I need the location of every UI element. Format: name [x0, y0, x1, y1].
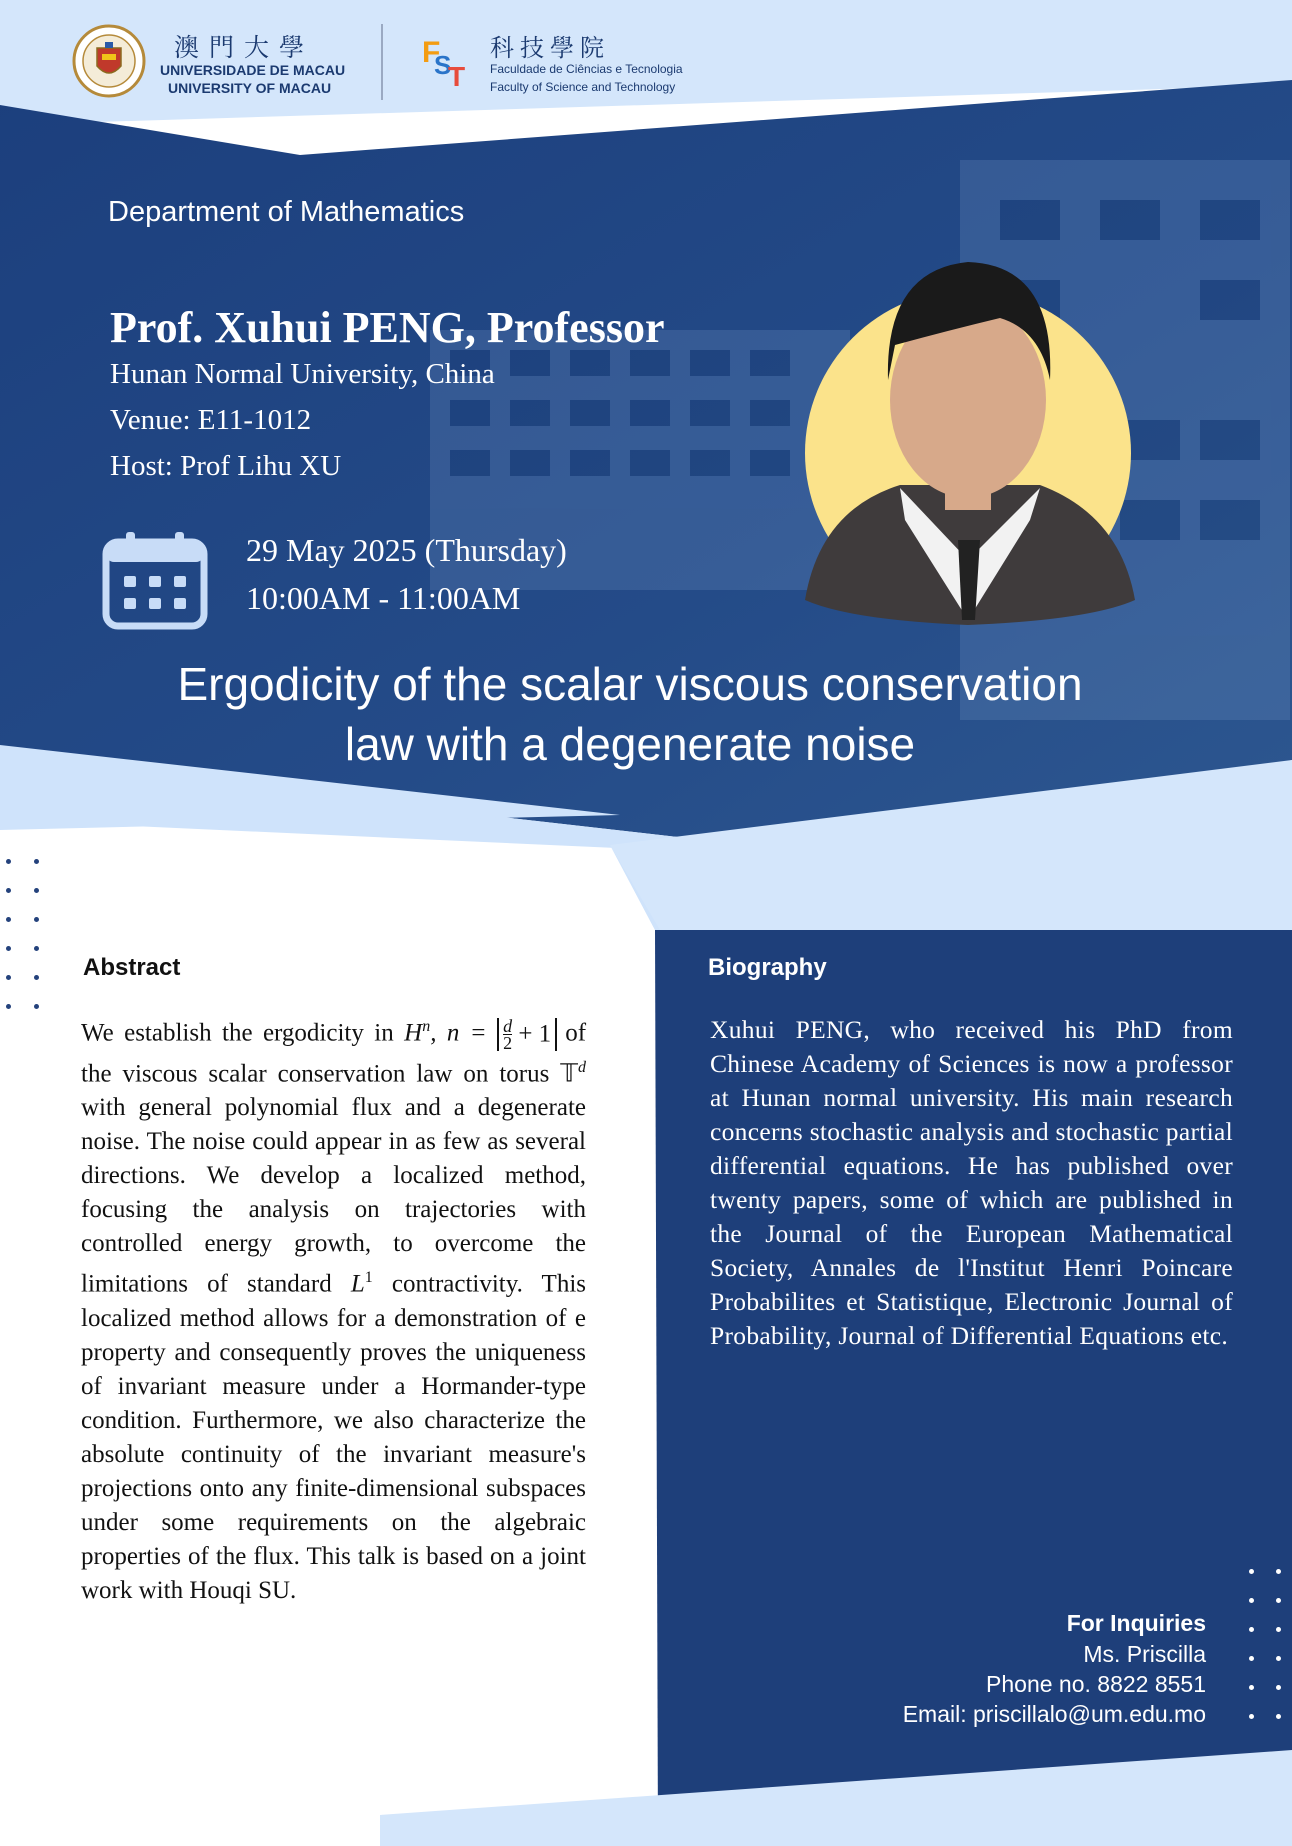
- university-crest-icon: [72, 24, 146, 98]
- fst-logo-icon: [420, 32, 476, 96]
- math-torus-exponent: d: [578, 1059, 586, 1077]
- math-L-exponent: 1: [364, 1269, 373, 1287]
- um-english-name: UNIVERSITY OF MACAU: [168, 80, 332, 96]
- abstract-text-part: of the viscous scalar conservation law on torus: [81, 1019, 587, 1088]
- decorative-dots-left: [0, 855, 45, 1015]
- math-H: H: [404, 1019, 423, 1047]
- fst-portuguese-name: Faculdade de Ciências e Tecnologia: [490, 62, 683, 76]
- fraction-numerator: d: [503, 1016, 513, 1037]
- speaker-name: Prof. Xuhui PENG, Professor: [110, 303, 665, 352]
- um-chinese-name: 澳門大學: [174, 33, 315, 62]
- host: Host: Prof Lihu XU: [110, 450, 342, 482]
- department-name: Department of Mathematics: [108, 196, 465, 228]
- inquiries-email[interactable]: Email: priscillalo@um.edu.mo: [902, 1701, 1206, 1727]
- biography-text: Xuhui PENG, who received his PhD from Chinese Academy of Sciences is now a professor at Hunan normal university. His main research concerns stochastic analysis and stochastic partial differential equations. He has published over twenty papers, some of which are published in the Journal of the European Mathematical Society, Annales de l'Institut Henri Poincare Probabilites et Statistique, Electronic Journal of Probability, Journal of Differential Equations etc.: [710, 1015, 1234, 1350]
- svg-text:F: F: [422, 36, 441, 69]
- floor-expression: [497, 1016, 557, 1054]
- um-portuguese-name: UNIVERSIDADE DE MACAU: [160, 62, 346, 78]
- abstract-text: [81, 1010, 586, 1608]
- speaker-affiliation: Hunan Normal University, China: [110, 358, 495, 390]
- decorative-dots-right: [1245, 1565, 1290, 1725]
- abstract-text-part: with general polynomial flux and a degenerate noise. The noise could appear in as few as several directions. We develop a localized method, focusing the analysis on trajectories with controlled energy growth, to overcome the limitations of standard: [81, 1094, 586, 1298]
- talk-title-line1: Ergodicity of the scalar viscous conservation: [177, 658, 1083, 710]
- event-date: 29 May 2025 (Thursday): [246, 532, 567, 568]
- abstract-text-part: We establish the ergodicity in: [81, 1019, 405, 1047]
- talk-title-line2: law with a degenerate noise: [344, 718, 916, 770]
- header-logos: [0, 0, 1292, 140]
- svg-text:S: S: [434, 50, 452, 80]
- math-n-equals: , n =: [430, 1019, 487, 1047]
- inquiries-name: Ms. Priscilla: [1083, 1641, 1206, 1667]
- abstract-text-part: contractivity. This localized method allows for a demonstration of e property and consequently proves the uniqueness of invariant measure under a Hormander-type condition. Furthermore, we also characterize the absolute continuity of the invariant measure's projections onto any finite-dimensional subspaces under some requirements on the algebraic properties of the flux. This talk is based on a joint work with Houqi SU.: [81, 1270, 586, 1604]
- calendar-icon: [100, 530, 210, 632]
- abstract-heading: Abstract: [83, 954, 181, 981]
- math-L: L: [350, 1270, 365, 1298]
- math-torus: 𝕋: [560, 1060, 578, 1088]
- talk-title: [60, 654, 1200, 774]
- logo-divider: [381, 24, 383, 100]
- math-H-exponent: n: [422, 1018, 431, 1035]
- fst-english-name: Faculty of Science and Technology: [490, 80, 676, 94]
- inquiries-phone: Phone no. 8822 8551: [986, 1671, 1206, 1697]
- fst-chinese-name: 科技學院: [490, 34, 610, 62]
- event-time: 10:00AM - 11:00AM: [246, 580, 521, 616]
- fraction-denominator: 2: [503, 1033, 513, 1054]
- biography-heading: Biography: [708, 954, 827, 981]
- inquiries-heading: For Inquiries: [1066, 1610, 1206, 1636]
- floor-rest: + 1: [518, 1020, 552, 1048]
- venue: Venue: E11-1012: [110, 404, 312, 436]
- svg-text:T: T: [448, 61, 466, 92]
